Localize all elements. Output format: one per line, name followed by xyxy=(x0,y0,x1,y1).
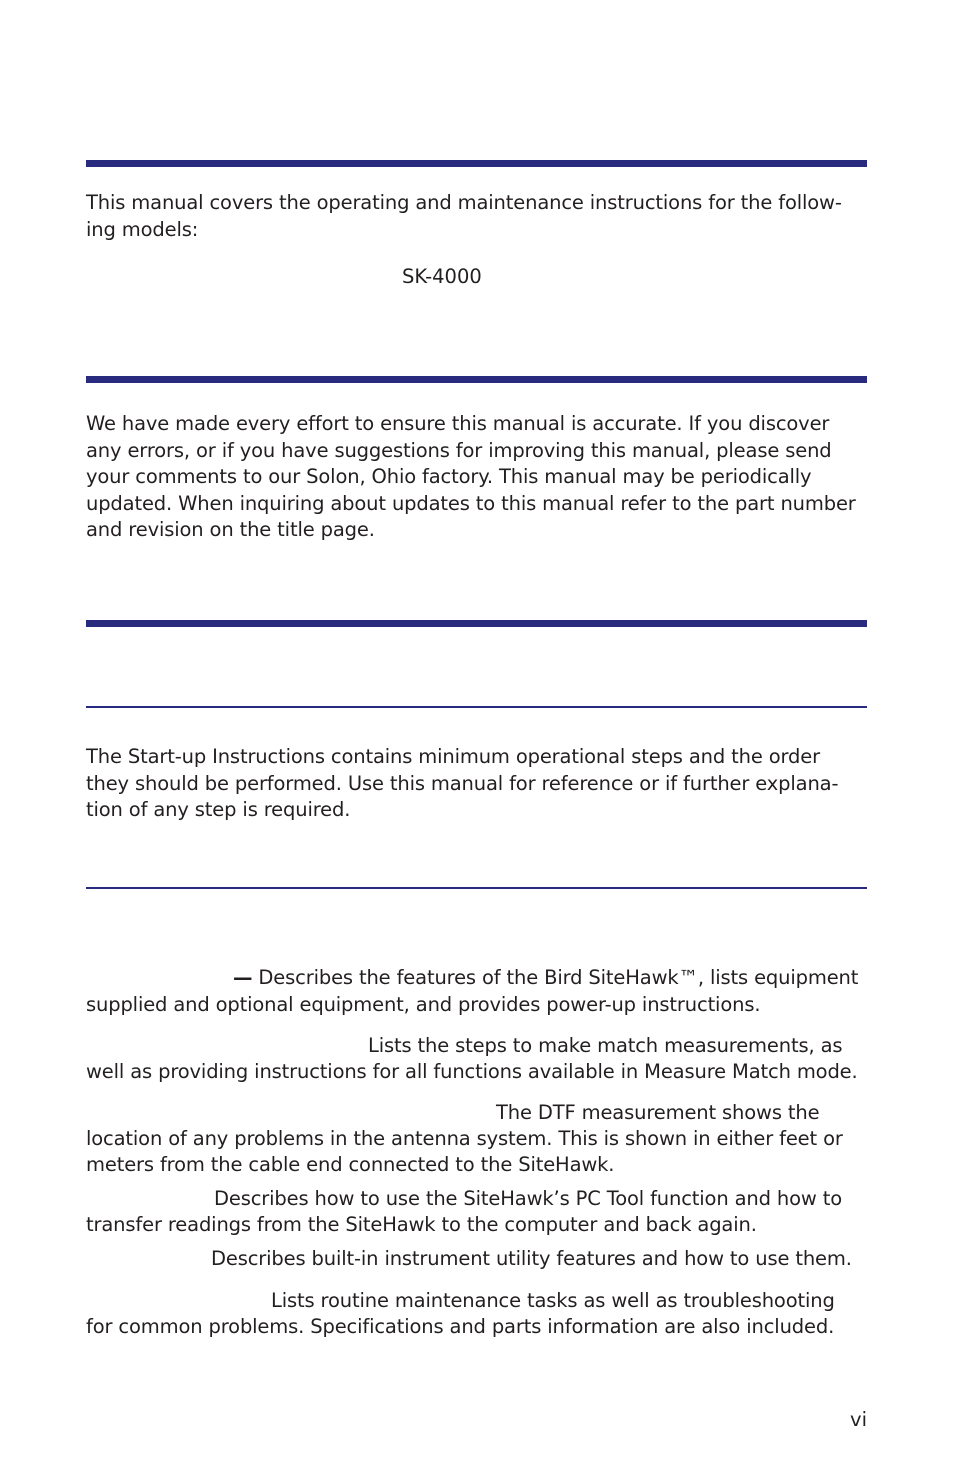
chapter-match-line-2: well as providing instructions for all functions available in Measure Match mode. xyxy=(86,1060,858,1083)
section-rule-scope xyxy=(86,160,867,167)
em-dash: — xyxy=(233,966,253,989)
scope-paragraph xyxy=(86,190,886,243)
chapter-intro-line-1 xyxy=(233,965,858,992)
section-rule-changes xyxy=(86,376,867,383)
subsection-rule-startup xyxy=(86,706,867,708)
chapter-pc-line-2: transfer readings from the SiteHawk to the computer and back again. xyxy=(86,1213,757,1236)
changes-paragraph xyxy=(86,411,886,544)
changes-line: any errors, or if you have suggestions for improving this manual, please send xyxy=(86,438,832,462)
scope-line-1: This manual covers the operating and maintenance instructions for the follow- xyxy=(86,191,842,214)
section-rule-chapter-layout xyxy=(86,620,867,627)
chapter-dtf-line-3: meters from the cable end connected to the SiteHawk. xyxy=(86,1153,615,1176)
chapter-utilities-line-1: Describes built-in instrument utility features and how to use them. xyxy=(211,1247,852,1270)
chapter-dtf-line-1: The DTF measurement shows the xyxy=(496,1101,820,1124)
changes-line: your comments to our Solon, Ohio factory. This manual may be periodically xyxy=(86,465,812,489)
chapter-dtf-line-2: location of any problems in the antenna system. This is shown in either feet or xyxy=(86,1127,843,1150)
changes-line: and revision on the title page. xyxy=(86,518,375,542)
changes-line: We have made every effort to ensure this manual is accurate. If you discover xyxy=(86,412,830,435)
model-name: SK-4000 xyxy=(402,265,482,288)
chapter-maintenance-line-2: for common problems. Specifications and parts information are also included. xyxy=(86,1315,835,1338)
startup-line: The Start-up Instructions contains minimum operational steps and the order xyxy=(86,745,820,768)
scope-line-2: ing models: xyxy=(86,217,199,241)
startup-line: tion of any step is required. xyxy=(86,798,351,822)
chapter-intro-text: Describes the features of the Bird SiteHawk™, lists equipment xyxy=(258,966,859,989)
startup-line: they should be performed. Use this manual for reference or if further explana- xyxy=(86,771,839,795)
chapter-match-line-1: Lists the steps to make match measurements, as xyxy=(368,1034,843,1057)
subsection-rule-chapters xyxy=(86,887,867,889)
chapter-intro-line-2: supplied and optional equipment, and provides power-up instructions. xyxy=(86,993,761,1016)
startup-paragraph xyxy=(86,744,886,824)
chapter-maintenance-line-1: Lists routine maintenance tasks as well as troubleshooting xyxy=(271,1289,835,1312)
changes-line: updated. When inquiring about updates to this manual refer to the part number xyxy=(86,491,856,515)
chapter-pc-line-1: Describes how to use the SiteHawk’s PC Tool function and how to xyxy=(214,1187,842,1210)
page-number: vi xyxy=(850,1408,867,1431)
